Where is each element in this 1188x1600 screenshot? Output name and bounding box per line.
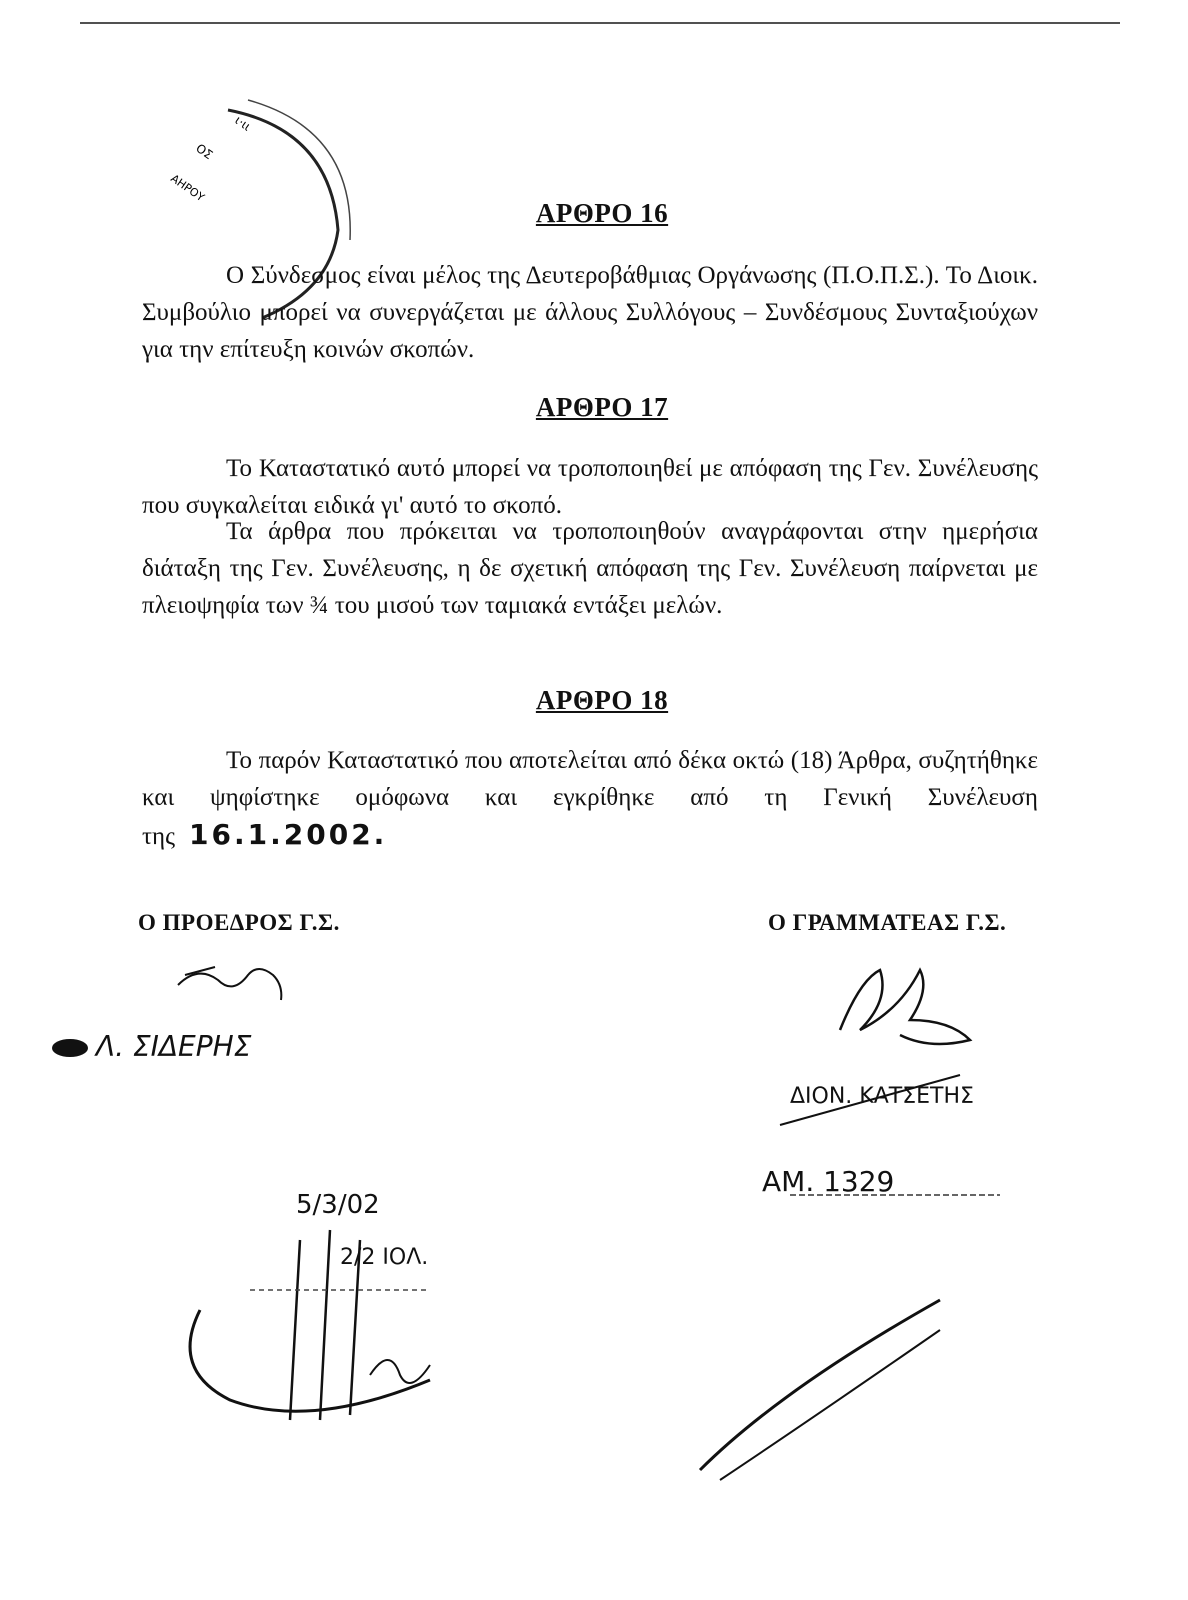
article-17-text-1: Το Καταστατικό αυτό μπορεί να τροποποιηθεί με απόφαση της Γεν. Συνέλευσης που συγκαλείται ειδικά γι' αυτό το σκοπό. — [142, 455, 1038, 519]
registration-number: ΑΜ. 1329 — [762, 1165, 895, 1198]
secretary-name: ΔΙΟΝ. ΚΑΤΣΕΤΗΣ — [790, 1084, 974, 1109]
ink-blot — [52, 1039, 88, 1057]
article-17-heading-text: ΑΡΘΡΟ 17 — [535, 392, 669, 422]
seal-fragment-3: ι·ιι — [232, 112, 254, 134]
approval-stroke-right-2 — [720, 1330, 940, 1480]
stamp-date: 5/3/02 — [296, 1190, 380, 1220]
stamp-note: 2/2 ΙΟΛ. — [340, 1245, 429, 1270]
president-handwritten-name: Λ. ΣΙΔΕΡΗΣ — [96, 1030, 252, 1063]
secretary-signature — [840, 970, 970, 1044]
handwritten-date: 16.1.2002. — [189, 818, 388, 851]
article-17-heading — [0, 392, 1188, 423]
article-16-heading — [0, 198, 1188, 229]
article-18-heading — [0, 685, 1188, 716]
president-title: Ο ΠΡΟΕΔΡΟΣ Γ.Σ. — [138, 910, 340, 935]
approval-initials — [370, 1360, 430, 1383]
seal-fragment-1: ΟΣ — [193, 140, 216, 163]
approval-stroke-right-1 — [700, 1300, 940, 1470]
secretary-title: Ο ΓΡΑΜΜΑΤΕΑΣ Γ.Σ. — [768, 910, 1007, 935]
article-17-text-2: Τα άρθρα που πρόκειται να τροποποιηθούν αναγράφονται στην ημερήσια διάταξη της Γεν. Συνέλευσης, η δε σχετική απόφαση της Γεν. Συνέλευση παίρνεται με πλειοψηφία των ¾ του μισού των ταμιακά εντάξει μελών. — [142, 518, 1038, 619]
article-16-heading-text: ΑΡΘΡΟ 16 — [535, 198, 669, 228]
article-18-heading-text: ΑΡΘΡΟ 18 — [535, 685, 669, 715]
article-17-paragraph-2 — [142, 513, 1038, 624]
article-18-text: Το παρόν Καταστατικό που αποτελείται από δέκα οκτώ (18) Άρθρα, συζητήθηκε και ψηφίστηκε ομόφωνα και εγκρίθηκε από τη Γενική Συνέλευση της — [142, 747, 1038, 850]
article-16-paragraph — [142, 257, 1038, 368]
article-16-text: Ο Σύνδεσμος είναι μέλος της Δευτεροβάθμιας Οργάνωσης (Π.Ο.Π.Σ.). Το Διοικ. Συμβούλιο μπορεί να συνεργάζεται με άλλους Συλλόγους – Συνδέσμους Συνταξιούχων για την επίτευξη κοινών σκοπών. — [142, 262, 1038, 363]
seal-fragment-2: ΑΗΡΟΥ — [168, 171, 207, 205]
approval-loop-left — [190, 1310, 430, 1411]
article-18-paragraph — [142, 742, 1038, 855]
